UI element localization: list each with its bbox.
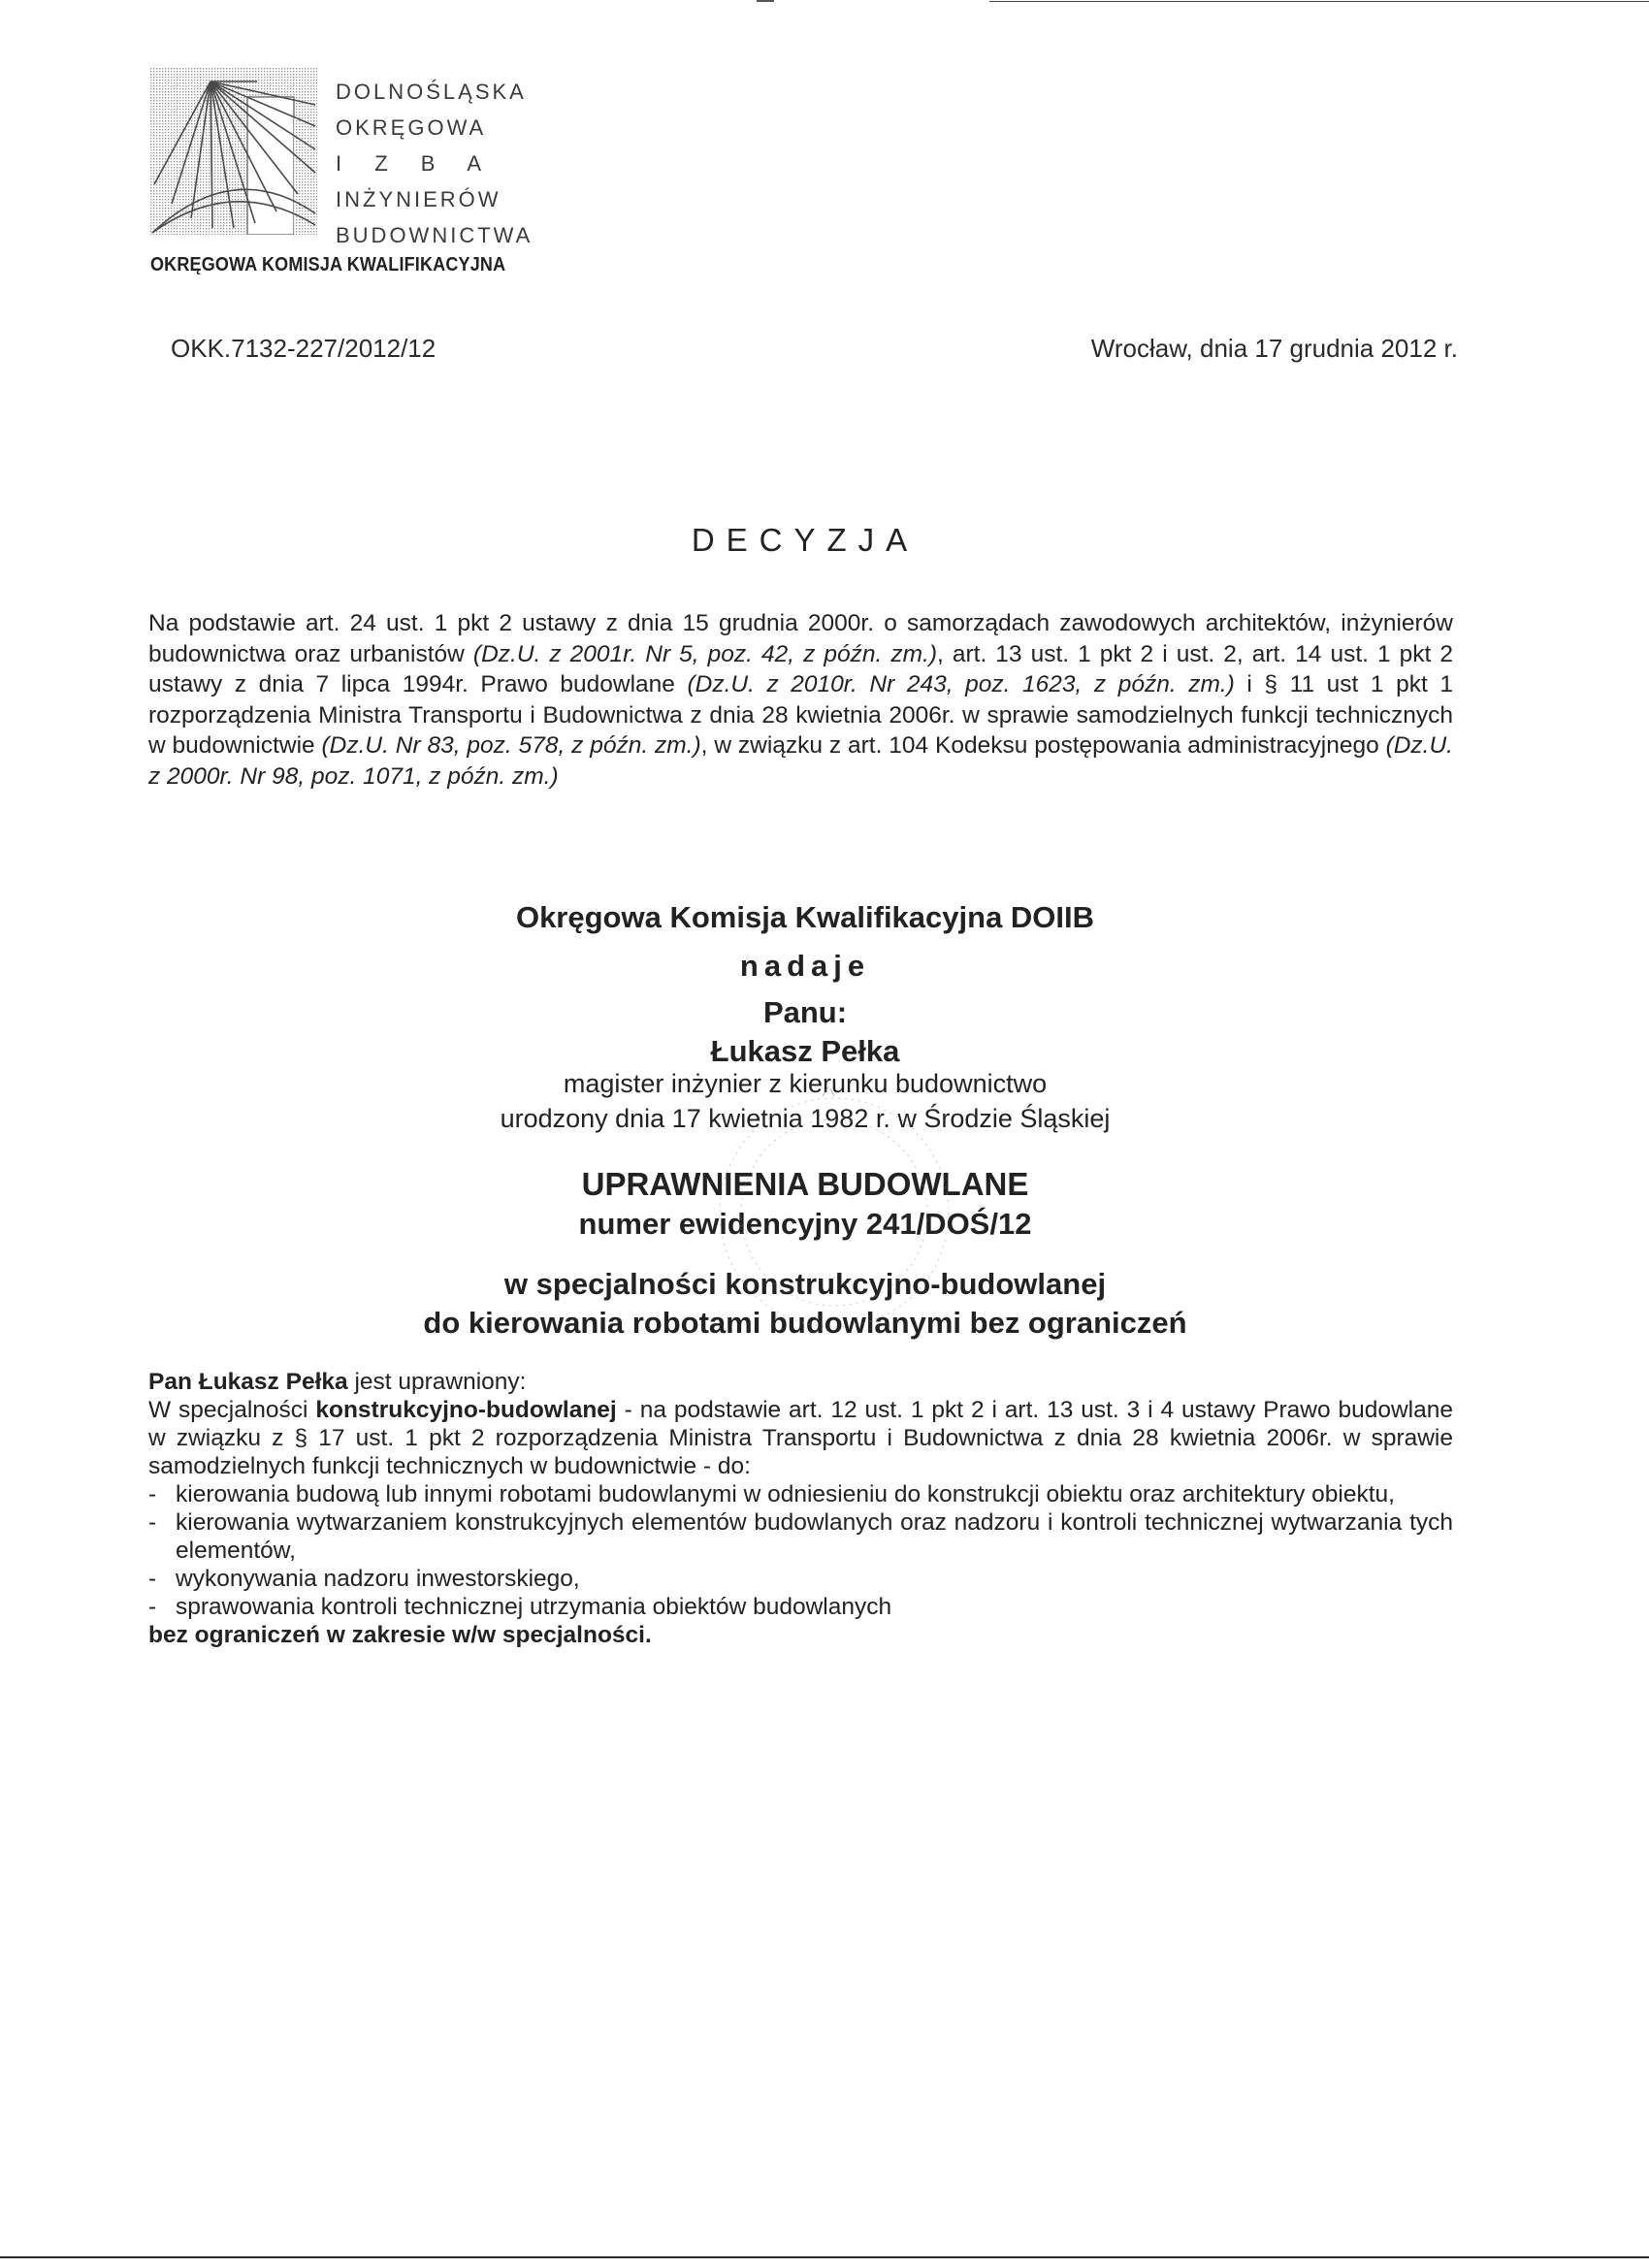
scan-edge-top bbox=[0, 0, 1649, 3]
grant-recipient-salutation: Panu: bbox=[762, 995, 848, 1029]
list-item: - kierowania budową lub innymi robotami budowlanymi w odniesieniu do konstrukcji obiektu oraz architektury obiektu, bbox=[148, 1481, 1395, 1507]
legal-citation: (Dz.U. z 2010r. Nr 243, poz. 1623, z późn. zm.) bbox=[687, 671, 1235, 697]
legal-citation: (Dz.U. z 2001r. Nr 5, poz. 42, z późn. zm.) bbox=[472, 640, 938, 667]
granting-authority: Okręgowa Komisja Kwalifikacyjna DOIIB bbox=[515, 900, 1095, 934]
recipient-name: Łukasz Pełka bbox=[710, 1034, 900, 1068]
org-line: BUDOWNICTWA bbox=[336, 223, 534, 247]
place-and-date: Wrocław, dnia 17 grudnia 2012 r. bbox=[1090, 334, 1458, 363]
entitlement-intro bbox=[148, 1368, 1453, 1396]
legal-text: i § 11 ust 1 pkt 1 rozporządzenia Ministra Transportu i Budownictwa z dnia 28 kwietnia 2006r. w sprawie samodzielnych funkcji technicznych w budownictwie bbox=[148, 671, 1453, 759]
legal-text: , art. 13 ust. 1 pkt 2 i ust. 2, art. 14 ust. 1 pkt 2 ustawy z dnia 7 lipca 1994r. Prawo budowlane bbox=[148, 640, 1454, 697]
legal-text: Na podstawie art. 24 ust. 1 pkt 2 ustawy z dnia 15 grudnia 2000r. o samorządach zawodowych architektów, inżynierów budownictwa oraz urbanistów bbox=[148, 610, 1453, 667]
recipient-degree: magister inżynier z kierunku budownictwo bbox=[563, 1069, 1048, 1098]
basis-text: - na podstawie art. 12 ust. 1 pkt 2 i art. 13 ust. 3 i 4 ustawy Prawo budowlane w związku z § 17 ust. 1 pkt 2 rozporządzenia Ministra Transportu i Budownictwa z dnia 28 kwietnia 2006r. w sprawie samodzielnych funkcji technicznych w budownictwie - do: bbox=[148, 1397, 1453, 1479]
organization-name bbox=[336, 74, 627, 253]
list-item-text: wykonywania nadzoru inwestorskiego, bbox=[176, 1566, 580, 1592]
list-item-text: kierowania budową lub innymi robotami budowlanymi w odniesieniu do konstrukcji obiektu oraz architektury obiektu, bbox=[176, 1481, 1395, 1507]
legal-citation: (Dz.U. z 2000r. Nr 98, poz. 1071, z późn. zm.) bbox=[148, 732, 1453, 790]
recipient-birth: urodzony dnia 17 kwietnia 1982 r. w Środzie Śląskiej bbox=[500, 1104, 1111, 1133]
list-item: - kierowania wytwarzaniem konstrukcyjnych elementów budowlanych oraz nadzoru i kontroli technicznej wytwarzania tych elementów, bbox=[148, 1509, 1453, 1564]
list-item: - sprawowania kontroli technicznej utrzymania obiektów budowlanych bbox=[148, 1594, 892, 1620]
legal-text: , w związku z art. 104 Kodeksu postępowania administracyjnego bbox=[700, 732, 1386, 759]
entitlement-basis bbox=[148, 1396, 1453, 1480]
commission-name: OKRĘGOWA KOMISJA KWALIFIKACYJNA bbox=[150, 254, 506, 275]
basis-speciality: konstrukcyjno-budowlanej bbox=[315, 1397, 617, 1423]
basis-text: W specjalności bbox=[148, 1397, 316, 1423]
org-line: I Z B A bbox=[336, 151, 496, 176]
document-title: DECYZJA bbox=[691, 522, 920, 558]
scan-edge-bottom bbox=[0, 2256, 1649, 2258]
list-item-text: sprawowania kontroli technicznej utrzymania obiektów budowlanych bbox=[176, 1594, 892, 1620]
entitlement-section bbox=[148, 1368, 1453, 1649]
entitlement-closing: bez ograniczeń w zakresie w/w specjalności. bbox=[148, 1622, 652, 1648]
reference-number: OKK.7132-227/2012/12 bbox=[171, 334, 436, 363]
org-line: DOLNOŚLĄSKA bbox=[336, 80, 527, 104]
permit-title: UPRAWNIENIA BUDOWLANE bbox=[581, 1166, 1029, 1202]
list-item: - wykonywania nadzoru inwestorskiego, bbox=[148, 1566, 580, 1592]
org-line: INŻYNIERÓW bbox=[336, 187, 501, 211]
list-item-text: kierowania wytwarzaniem konstrukcyjnych elementów budowlanych oraz nadzoru i kontroli technicznej wytwarzania tych elementów, bbox=[176, 1509, 1453, 1564]
permit-scope: do kierowania robotami budowlanymi bez ograniczeń bbox=[423, 1306, 1187, 1340]
bridge-logo-icon bbox=[150, 68, 317, 235]
entitlement-list bbox=[148, 1480, 1453, 1621]
legal-basis-paragraph bbox=[148, 608, 1453, 792]
entitled-person: Pan Łukasz Pełka bbox=[148, 1369, 348, 1395]
legal-citation: (Dz.U. Nr 83, poz. 578, z późn. zm.) bbox=[321, 732, 701, 759]
org-line: OKRĘGOWA bbox=[336, 115, 487, 140]
grant-verb: nadaje bbox=[739, 949, 871, 983]
permit-speciality: w specjalności konstrukcyjno-budowlanej bbox=[503, 1267, 1107, 1301]
entitlement-intro-text: jest uprawniony: bbox=[347, 1369, 527, 1395]
permit-number: numer ewidencyjny 241/DOŚ/12 bbox=[578, 1207, 1032, 1241]
